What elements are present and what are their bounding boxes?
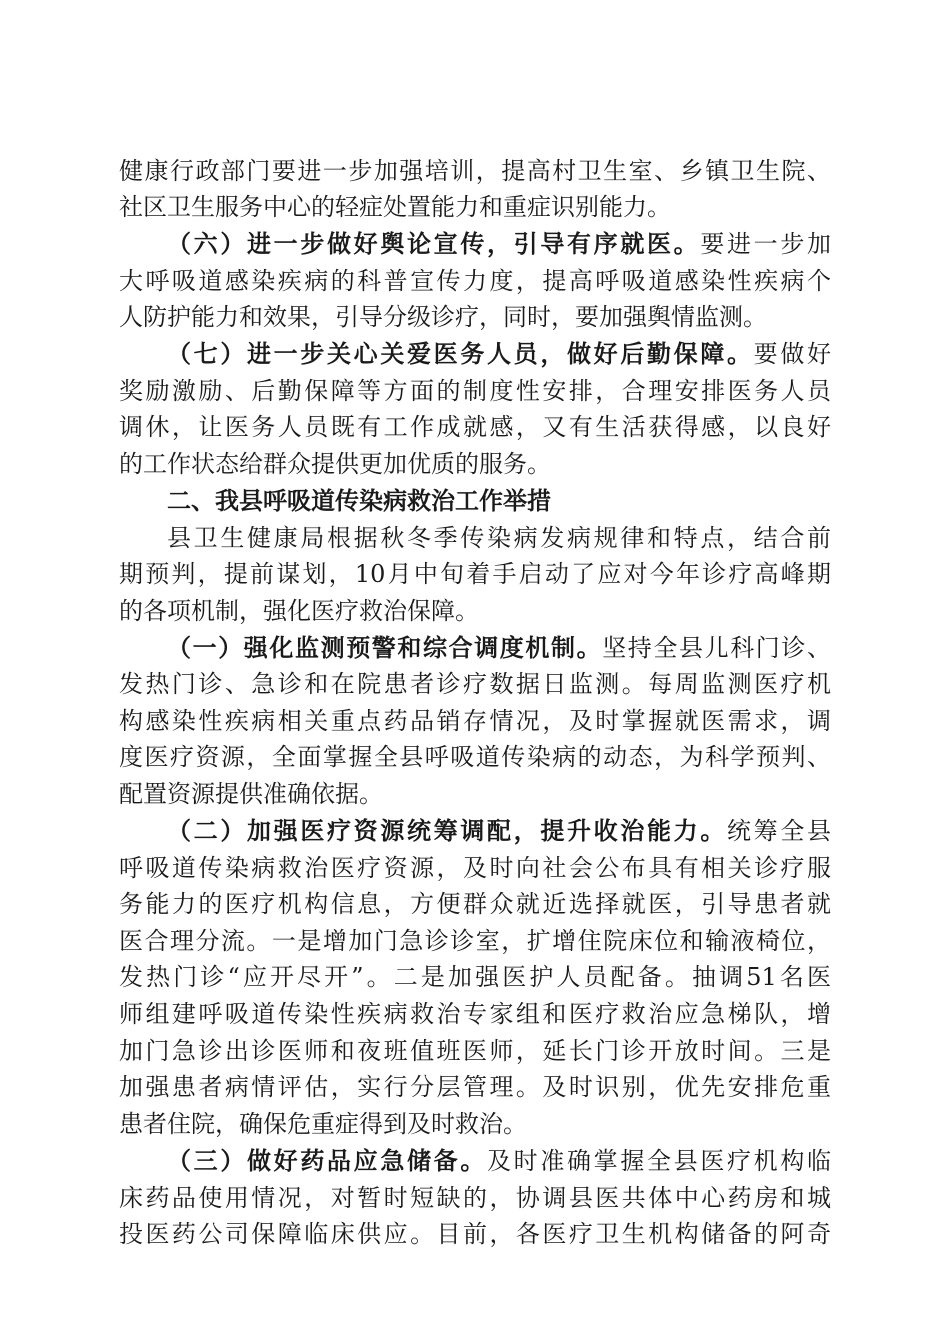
- body-line: [119, 1104, 831, 1144]
- line-text: 的各项机制，强化医疗救治保障。: [119, 597, 479, 625]
- body-line: [119, 884, 831, 924]
- line-text: 社区卫生服务中心的轻症处置能力和重症识别能力。: [119, 193, 671, 221]
- body-line: [119, 297, 831, 337]
- line-text: 医合理分流。一是增加门急诊诊室，扩增住院床位和输液椅位，: [119, 927, 831, 955]
- line-text: 发热门诊“应开尽开”。二是加强医护人员配备。抽调51名医: [119, 963, 831, 991]
- line-text: 奖励激励、后勤保障等方面的制度性安排，合理安排医务人员: [119, 377, 831, 405]
- body-line: [119, 994, 831, 1034]
- line-text: 发热门诊、急诊和在院患者诊疗数据日监测。每周监测医疗机: [119, 670, 831, 698]
- paragraph-first-line: [167, 334, 831, 374]
- subsection-title: （二）加强医疗资源统筹调配，提升收治能力。: [167, 816, 727, 845]
- line-text: 呼吸道传染病救治医疗资源，及时向社会公布具有相关诊疗服: [119, 854, 831, 882]
- line-text: 及时准确掌握全县医疗机构临: [487, 1147, 831, 1175]
- body-line: [119, 921, 831, 961]
- body-line: [119, 848, 831, 888]
- subsection-title: （一）强化监测预警和综合调度机制。: [167, 633, 603, 662]
- line-text: 配置资源提供准确依据。: [119, 780, 383, 808]
- line-text: 人防护能力和效果，引导分级诊疗，同时，要加强舆情监测。: [119, 303, 767, 331]
- body-line: [119, 371, 831, 411]
- subsection-title: （六）进一步做好舆论宣传，引导有序就医。: [167, 229, 701, 258]
- line-text: 期预判，提前谋划，10月中旬着手启动了应对今年诊疗高峰期: [119, 560, 831, 588]
- paragraph-first-line: [167, 518, 831, 558]
- line-text: 加强患者病情评估，实行分层管理。及时识别，优先安排危重: [119, 1073, 831, 1101]
- body-line: [119, 1214, 831, 1254]
- body-line: [119, 1031, 831, 1071]
- line-text: 师组建呼吸道传染性疾病救治专家组和医疗救治应急梯队，增: [119, 1000, 831, 1028]
- body-line: [119, 151, 831, 191]
- section-heading-text: 二、我县呼吸道传染病救治工作举措: [167, 487, 551, 515]
- paragraph-first-line: [167, 224, 831, 264]
- body-line: [119, 701, 831, 741]
- line-text: 投医药公司保障临床供应。目前，各医疗卫生机构储备的阿奇: [119, 1220, 831, 1248]
- line-text: 要进一步加: [700, 230, 831, 258]
- line-text: 要做好: [753, 340, 831, 368]
- line-text: 调休，让医务人员既有工作成就感，又有生活获得感，以良好: [119, 413, 831, 441]
- line-text: 度医疗资源，全面掌握全县呼吸道传染病的动态，为科学预判、: [119, 743, 831, 771]
- body-line: [119, 774, 831, 814]
- paragraph-first-line: [167, 811, 831, 851]
- body-line: [119, 261, 831, 301]
- body-line: [119, 737, 831, 777]
- line-text: 统筹全县: [727, 817, 831, 845]
- body-line: [119, 1067, 831, 1107]
- section-heading: [167, 481, 831, 521]
- line-text: 的工作状态给群众提供更加优质的服务。: [119, 450, 551, 478]
- paragraph-first-line: [167, 628, 831, 668]
- line-text: 县卫生健康局根据秋冬季传染病发病规律和特点，结合前: [167, 524, 831, 552]
- line-text: 加门急诊出诊医师和夜班值班医师，延长门诊开放时间。三是: [119, 1037, 831, 1065]
- body-line: [119, 407, 831, 447]
- body-line: [119, 664, 831, 704]
- body-line: [119, 444, 831, 484]
- body-line: [119, 591, 831, 631]
- body-line: [119, 554, 831, 594]
- subsection-title: （三）做好药品应急储备。: [167, 1146, 487, 1175]
- subsection-title: （七）进一步关心关爱医务人员，做好后勤保障。: [167, 339, 754, 368]
- paragraph-first-line: [167, 1141, 831, 1181]
- line-text: 构感染性疾病相关重点药品销存情况，及时掌握就医需求，调: [119, 707, 831, 735]
- line-text: 大呼吸道感染疾病的科普宣传力度，提高呼吸道感染性疾病个: [119, 267, 831, 295]
- line-text: 务能力的医疗机构信息，方便群众就近选择就医，引导患者就: [119, 890, 831, 918]
- line-text: 床药品使用情况，对暂时短缺的，协调县医共体中心药房和城: [119, 1184, 831, 1212]
- body-line: [119, 1178, 831, 1218]
- body-line: [119, 957, 831, 997]
- line-text: 坚持全县儿科门诊、: [602, 634, 831, 662]
- line-text: 患者住院，确保危重症得到及时救治。: [119, 1110, 527, 1138]
- line-text: 健康行政部门要进一步加强培训，提高村卫生室、乡镇卫生院、: [119, 157, 831, 185]
- body-line: [119, 187, 831, 227]
